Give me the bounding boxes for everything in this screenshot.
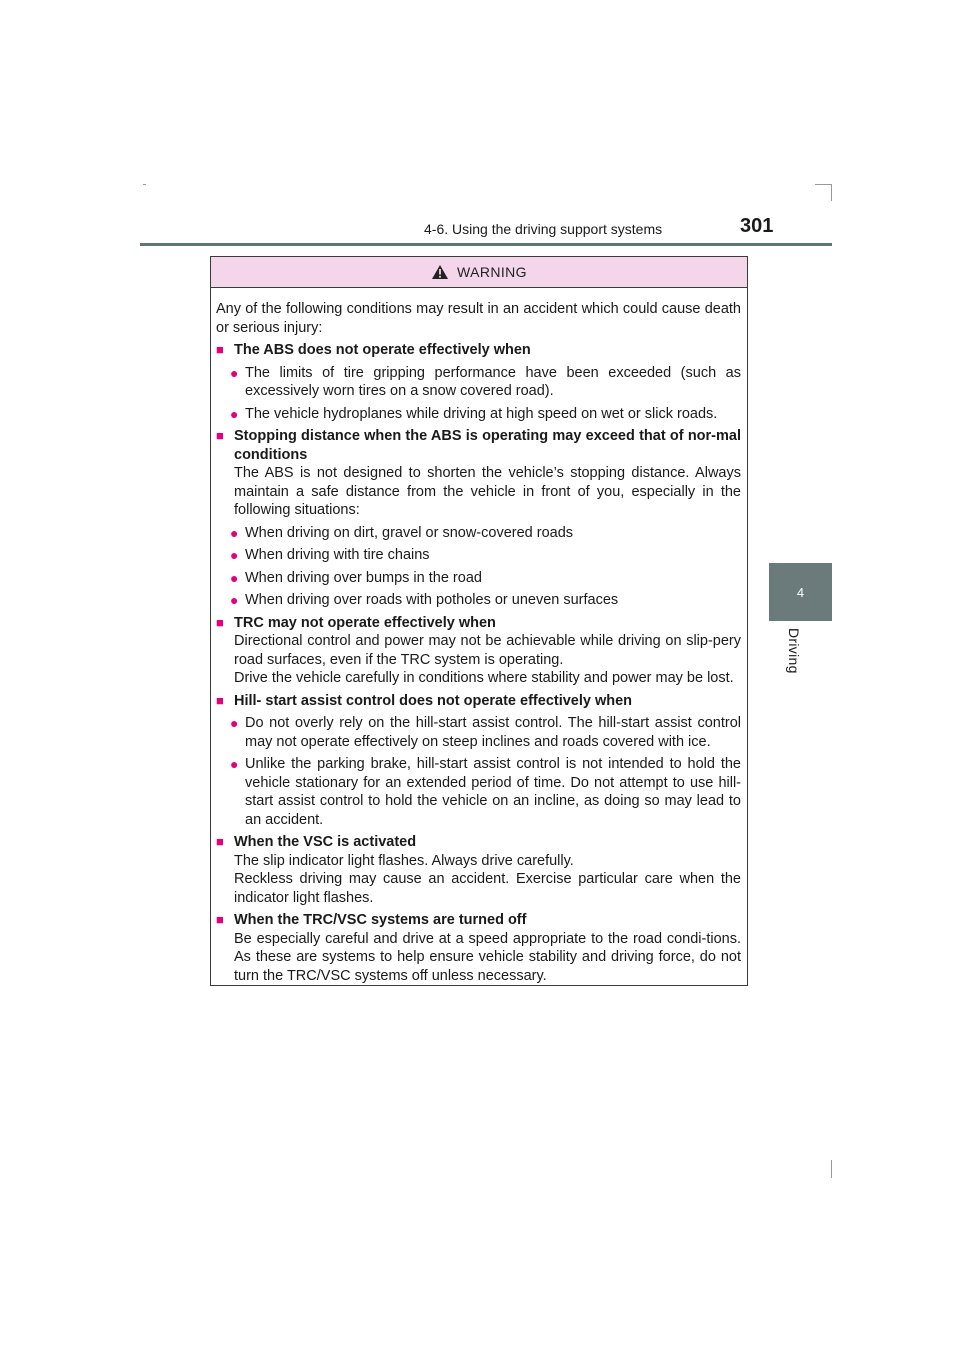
section-stopping-distance xyxy=(216,427,741,610)
list-item xyxy=(230,405,741,424)
warning-body xyxy=(211,288,747,985)
list-item xyxy=(230,546,741,565)
section-heading-text: When the VSC is activated xyxy=(234,834,417,850)
list-item xyxy=(230,569,741,588)
warning-box xyxy=(210,256,748,986)
section-heading-text: When the TRC/VSC systems are turned off xyxy=(234,912,527,928)
list-item xyxy=(230,364,741,401)
section-heading-text: Stopping distance when the ABS is operating may exceed that of nor-mal conditions xyxy=(234,428,741,463)
list-item-text: Unlike the parking brake, hill-start assist control is not intended to hold the vehicle stationary for an extended period of time. Do not attempt to use hill-start assist control to hold the vehicle on an incline, as doing so may lead to an accident. xyxy=(245,756,741,828)
section-heading-text: Hill- start assist control does not operate effectively when xyxy=(234,692,633,709)
circle-bullet-icon: ● xyxy=(230,756,239,772)
section-paragraph: Drive the vehicle carefully in conditions where stability and power may be lost. xyxy=(234,670,734,686)
list-item-text: The vehicle hydroplanes while driving at high speed on wet or slick roads. xyxy=(245,405,718,422)
list-item-text: When driving over bumps in the road xyxy=(245,569,482,586)
section-trc-vsc-off xyxy=(216,911,741,985)
section-paragraph: The slip indicator light flashes. Always drive carefully. xyxy=(234,852,574,869)
section-paragraph: Reckless driving may cause an accident. Exercise particular care when the indicator light flashes. xyxy=(234,871,741,906)
list-item-text: When driving on dirt, gravel or snow-covered roads xyxy=(245,524,574,541)
section-heading xyxy=(216,692,741,711)
list-item xyxy=(230,714,741,751)
circle-bullet-icon: ● xyxy=(230,715,239,731)
section-heading-text: The ABS does not operate effectively when xyxy=(234,342,531,358)
warning-header xyxy=(211,257,747,288)
square-bullet-icon: ■ xyxy=(216,912,224,927)
header-section-title: 4-6. Using the driving support systems xyxy=(424,221,663,237)
section-heading xyxy=(216,833,741,852)
list-item xyxy=(230,591,741,610)
warning-intro: Any of the following conditions may result in an accident which could cause death or serious injury: xyxy=(216,301,741,336)
square-bullet-icon: ■ xyxy=(216,428,224,443)
square-bullet-icon: ■ xyxy=(216,342,224,357)
chapter-tab[interactable] xyxy=(769,563,832,621)
list-item-text: When driving over roads with potholes or uneven surfaces xyxy=(245,592,619,608)
section-paragraph: Be especially careful and drive at a speed appropriate to the road condi-tions. As these are systems to help ensure vehicle stability and driving force, do not turn the TRC/VSC systems off unless necessary. xyxy=(234,930,741,984)
square-bullet-icon: ■ xyxy=(216,834,224,849)
list-item xyxy=(230,755,741,829)
list-item-text: When driving with tire chains xyxy=(245,547,430,563)
section-heading-text: TRC may not operate effectively when xyxy=(234,614,496,631)
section-abs xyxy=(216,341,741,423)
crop-mark-top-left xyxy=(143,184,146,185)
crop-mark-bottom-right-vertical xyxy=(831,1160,832,1178)
warning-triangle-icon xyxy=(431,264,449,280)
square-bullet-icon: ■ xyxy=(216,614,224,630)
section-hill-start xyxy=(216,692,741,830)
list-item-text: Do not overly rely on the hill-start assist control. The hill-start assist control may not operate effectively on steep inclines and roads covered with ice. xyxy=(245,715,741,750)
circle-bullet-icon: ● xyxy=(230,569,239,586)
section-paragraph: The ABS is not designed to shorten the vehicle’s stopping distance. Always maintain a safe distance from the vehicle in front of you, especially in the following situations: xyxy=(234,465,741,518)
section-heading xyxy=(216,427,741,464)
circle-bullet-icon: ● xyxy=(230,547,239,563)
section-paragraph: Directional control and power may not be achievable while driving on slip-pery road surfaces, even if the TRC system is operating. xyxy=(234,633,741,668)
page-number: 301 xyxy=(740,215,774,237)
section-vsc-activated xyxy=(216,833,741,907)
chapter-number: 4 xyxy=(796,584,805,600)
chapter-label: Driving xyxy=(786,628,802,674)
crop-mark-top-right-horizontal xyxy=(815,184,832,185)
circle-bullet-icon: ● xyxy=(230,364,239,381)
circle-bullet-icon: ● xyxy=(230,524,239,541)
header-rule xyxy=(140,243,832,246)
section-heading xyxy=(216,911,741,930)
circle-bullet-icon: ● xyxy=(230,592,239,608)
square-bullet-icon: ■ xyxy=(216,692,224,708)
section-trc xyxy=(216,614,741,688)
circle-bullet-icon: ● xyxy=(230,405,239,422)
list-item xyxy=(230,524,741,543)
crop-mark-top-right-vertical xyxy=(831,184,832,201)
list-item-text: The limits of tire gripping performance have been exceeded (such as excessively worn tires on a snow covered road). xyxy=(245,364,741,399)
section-heading xyxy=(216,341,741,360)
section-heading xyxy=(216,614,741,633)
warning-title: WARNING xyxy=(457,264,527,280)
